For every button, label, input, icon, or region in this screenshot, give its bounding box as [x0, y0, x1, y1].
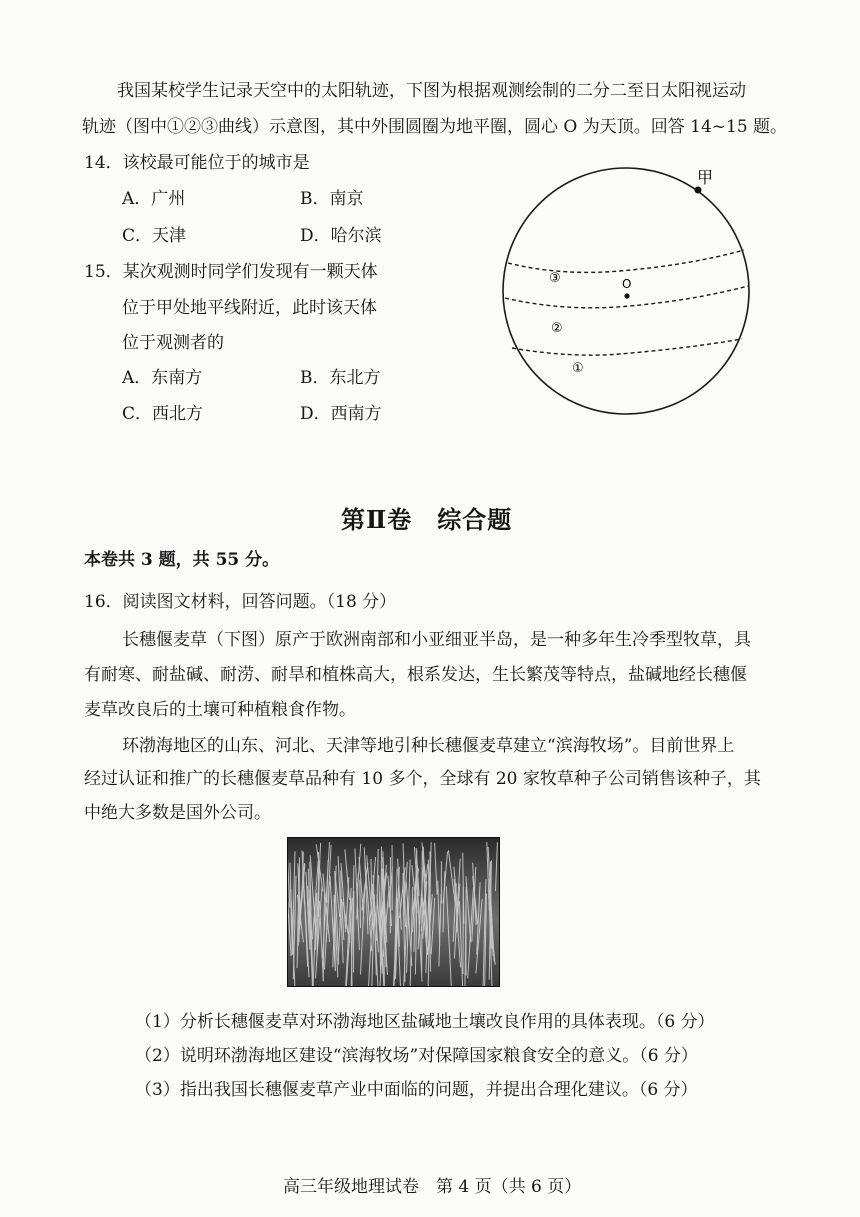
q16-para1-line-2: 有耐寒、耐盐碱、耐涝、耐旱和植株高大，根系发达，生长繁茂等特点，盐碱地经长穗偃	[84, 665, 747, 685]
zenith-point	[624, 293, 629, 298]
q15-stem-line-2: 位于甲处地平线附近，此时该天体	[122, 298, 377, 318]
label-jia: 甲	[697, 168, 714, 187]
page-footer: 高三年级地理试卷 第 4 页（共 6 页）	[283, 1177, 582, 1197]
q14-stem: 14．该校最可能位于的城市是	[84, 153, 310, 173]
q14-option-a: A．广州	[122, 189, 186, 209]
grass-blade	[422, 851, 423, 973]
q16-para2-line-1: 环渤海地区的山东、河北、天津等地引种长穗偃麦草建立“滨海牧场”。目前世界上	[122, 736, 735, 756]
q14-option-b: B．南京	[300, 189, 364, 209]
q15-option-c: C．西北方	[122, 404, 204, 424]
sun-path-diagram	[490, 158, 770, 424]
q15-option-b: B．东北方	[300, 368, 381, 388]
sun-path-curve-3	[508, 250, 744, 272]
sun-path-curve-1	[512, 339, 742, 355]
horizon-circle	[503, 168, 749, 414]
label-curve-2: ②	[551, 321, 563, 336]
label-curve-1: ①	[572, 361, 584, 376]
q16-para2-line-2: 经过认证和推广的长穗偃麦草品种有 10 多个，全球有 20 家牧草种子公司销售该种子，其	[84, 769, 761, 789]
section-title: 第Ⅱ卷 综合题	[341, 505, 513, 534]
q16-sub-question-3: （3）指出我国长穗偃麦草产业中面临的问题，并提出合理化建议。（6 分）	[135, 1080, 698, 1100]
point-jia-marker	[695, 187, 702, 194]
q16-para1-line-1: 长穗偃麦草（下图）原产于欧洲南部和小亚细亚半岛，是一种多年生冷季型牧草，具	[122, 630, 751, 650]
grass-blade	[371, 859, 372, 899]
label-curve-3: ③	[549, 271, 561, 286]
q16-stem: 16．阅读图文材料，回答问题。（18 分）	[84, 592, 397, 612]
q16-para1-line-3: 麦草改良后的土壤可种植粮食作物。	[84, 700, 356, 720]
q15-stem-line-1: 15．某次观测时同学们发现有一颗天体	[84, 262, 378, 282]
q16-para2-line-3: 中绝大多数是国外公司。	[84, 803, 271, 823]
intro-line-2: 轨迹（图中①②③曲线）示意图，其中外围圆圈为地平圈，圆心 O 为天顶。回答 14~15 题。	[82, 117, 788, 137]
q16-sub-question-1: （1）分析长穗偃麦草对环渤海地区盐碱地土壤改良作用的具体表现。（6 分）	[135, 1012, 715, 1032]
grass-photo	[287, 837, 500, 987]
q14-option-d: D．哈尔滨	[300, 226, 382, 246]
grass-blade	[360, 880, 361, 928]
q15-stem-line-3: 位于观测者的	[122, 333, 224, 353]
q15-option-a: A．东南方	[122, 368, 203, 388]
q16-sub-question-2: （2）说明环渤海地区建设“滨海牧场”对保障国家粮食安全的意义。（6 分）	[135, 1046, 698, 1066]
q14-option-c: C．天津	[122, 226, 187, 246]
q15-option-d: D．西南方	[300, 404, 382, 424]
section-note: 本卷共 3 题，共 55 分。	[84, 550, 280, 570]
intro-line-1: 我国某校学生记录天空中的太阳轨迹，下图为根据观测绘制的二分二至日太阳视运动	[117, 81, 746, 101]
label-o: O	[622, 277, 632, 291]
